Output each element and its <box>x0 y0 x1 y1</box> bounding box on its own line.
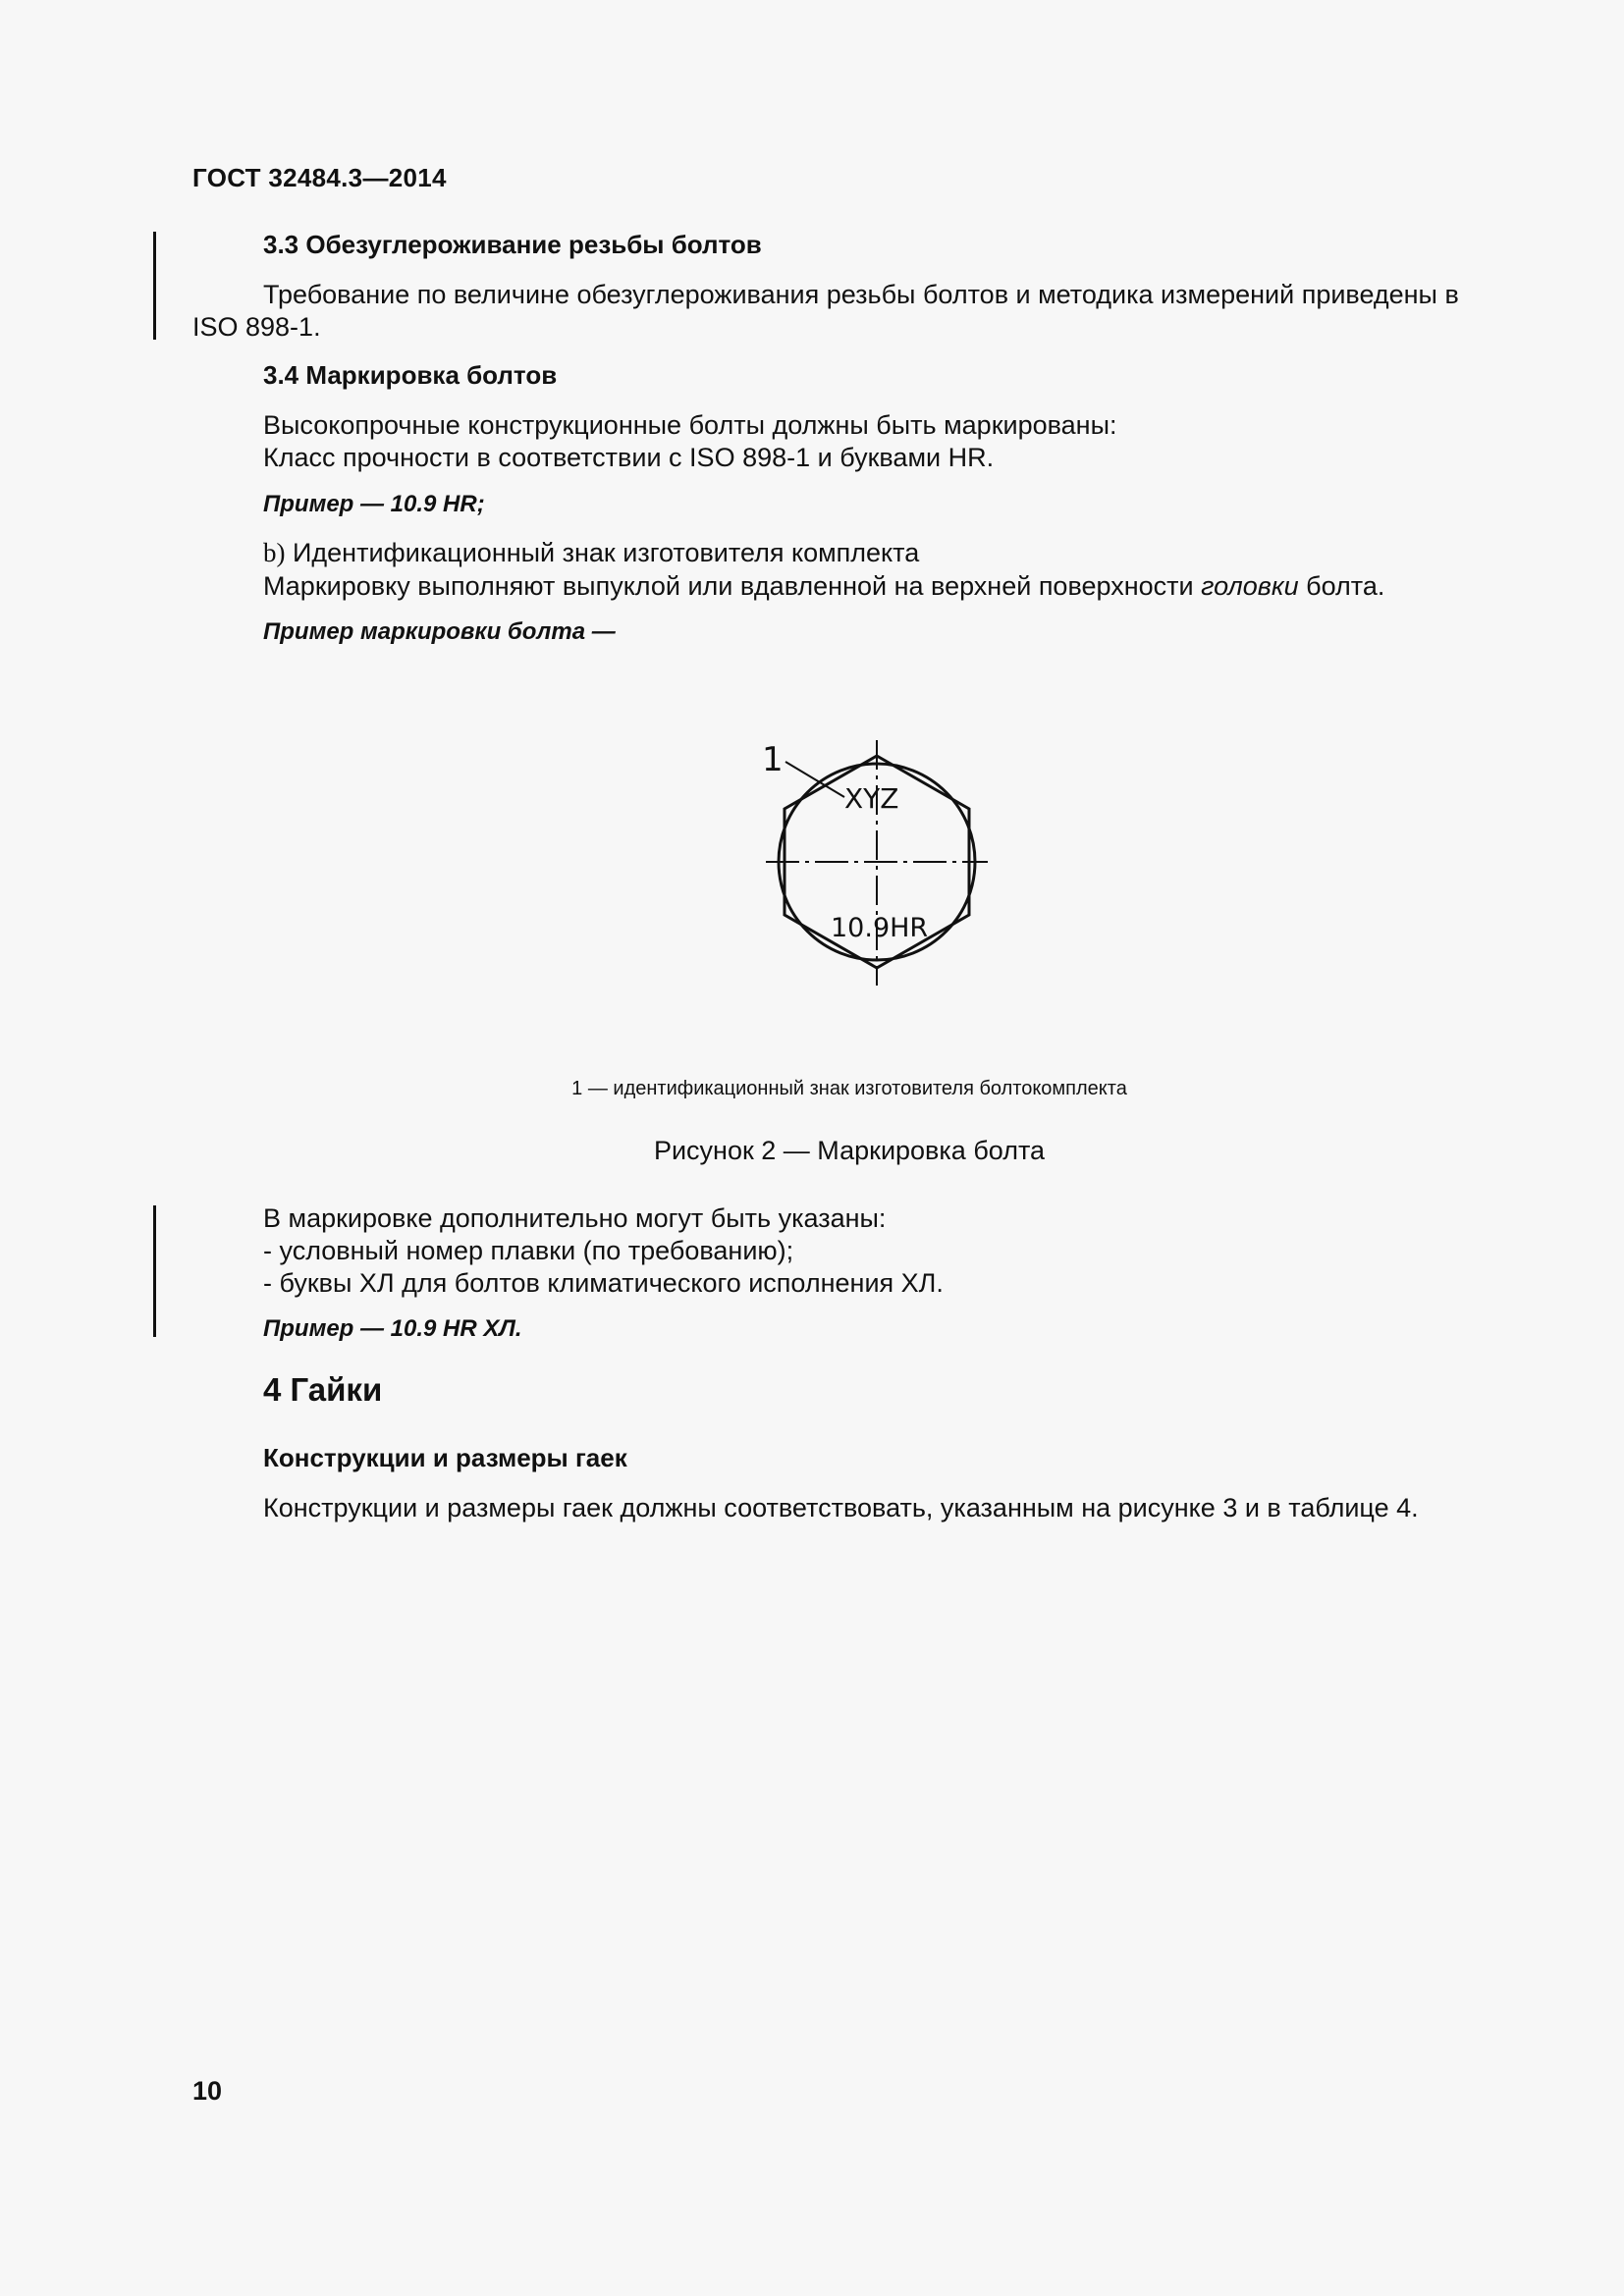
marking-method-end: болта. <box>1298 571 1385 601</box>
section-4-subtitle: Конструкции и размеры гаек <box>263 1443 627 1472</box>
page-number: 10 <box>192 2076 223 2106</box>
callout-number: 1 <box>762 740 784 779</box>
figure-2-title: Рисунок 2 — Маркировка болта <box>653 1136 1046 1165</box>
marking-method-text: Маркировку выполняют выпуклой или вдавленной на верхней поверхности <box>263 571 1202 601</box>
section-3-3-title: 3.3 Обезуглероживание резьбы болтов <box>263 230 762 259</box>
document-code: ГОСТ 32484.3—2014 <box>192 163 447 192</box>
example-10-9-hr: Пример — 10.9 HR; <box>263 491 485 517</box>
section-3-4-title: 3.4 Маркировка болтов <box>263 360 558 390</box>
bolt-head-drawing <box>746 726 1001 991</box>
manufacturer-mark-text: XYZ <box>844 782 899 815</box>
additional-intro: В маркировке дополнительно могут быть указаны: <box>263 1203 887 1233</box>
section-3-3-text-line2: ISO 898-1. <box>192 312 321 342</box>
figure-2-legend: 1 — идентификационный знак изготовителя болтокомплекта <box>571 1078 1127 1099</box>
marking-method-italic: головки <box>1201 571 1299 601</box>
section-3-3-text-line1: Требование по величине обезуглероживания резьбы болтов и методика измерений приведены в <box>263 280 1459 309</box>
example-10-9-hr-hl: Пример — 10.9 HR ХЛ. <box>263 1315 522 1342</box>
change-bar-middle <box>153 1205 156 1337</box>
section-4-text: Конструкции и размеры гаек должны соответствовать, указанным на рисунке 3 и в таблице 4. <box>263 1493 1419 1522</box>
marking-method-line <box>263 569 1384 603</box>
additional-item-melt: - условный номер плавки (по требованию); <box>263 1236 794 1265</box>
strength-class-mark-text: 10.9HR <box>831 913 929 943</box>
section-4-title: 4 Гайки <box>263 1371 383 1408</box>
item-b-line <box>263 536 919 569</box>
example-bolt-marking: Пример маркировки болта — <box>263 618 616 645</box>
section-3-4-intro: Высокопрочные конструкционные болты должны быть маркированы: <box>263 410 1117 440</box>
item-b-text: Идентификационный знак изготовителя комплекта <box>285 538 920 567</box>
section-3-4-class-line: Класс прочности в соответствии с ISO 898-1 и буквами HR. <box>263 443 995 472</box>
item-b-letter: b) <box>263 538 286 567</box>
change-bar-top <box>153 232 156 340</box>
additional-item-hl: - буквы ХЛ для болтов климатического исполнения ХЛ. <box>263 1268 944 1298</box>
